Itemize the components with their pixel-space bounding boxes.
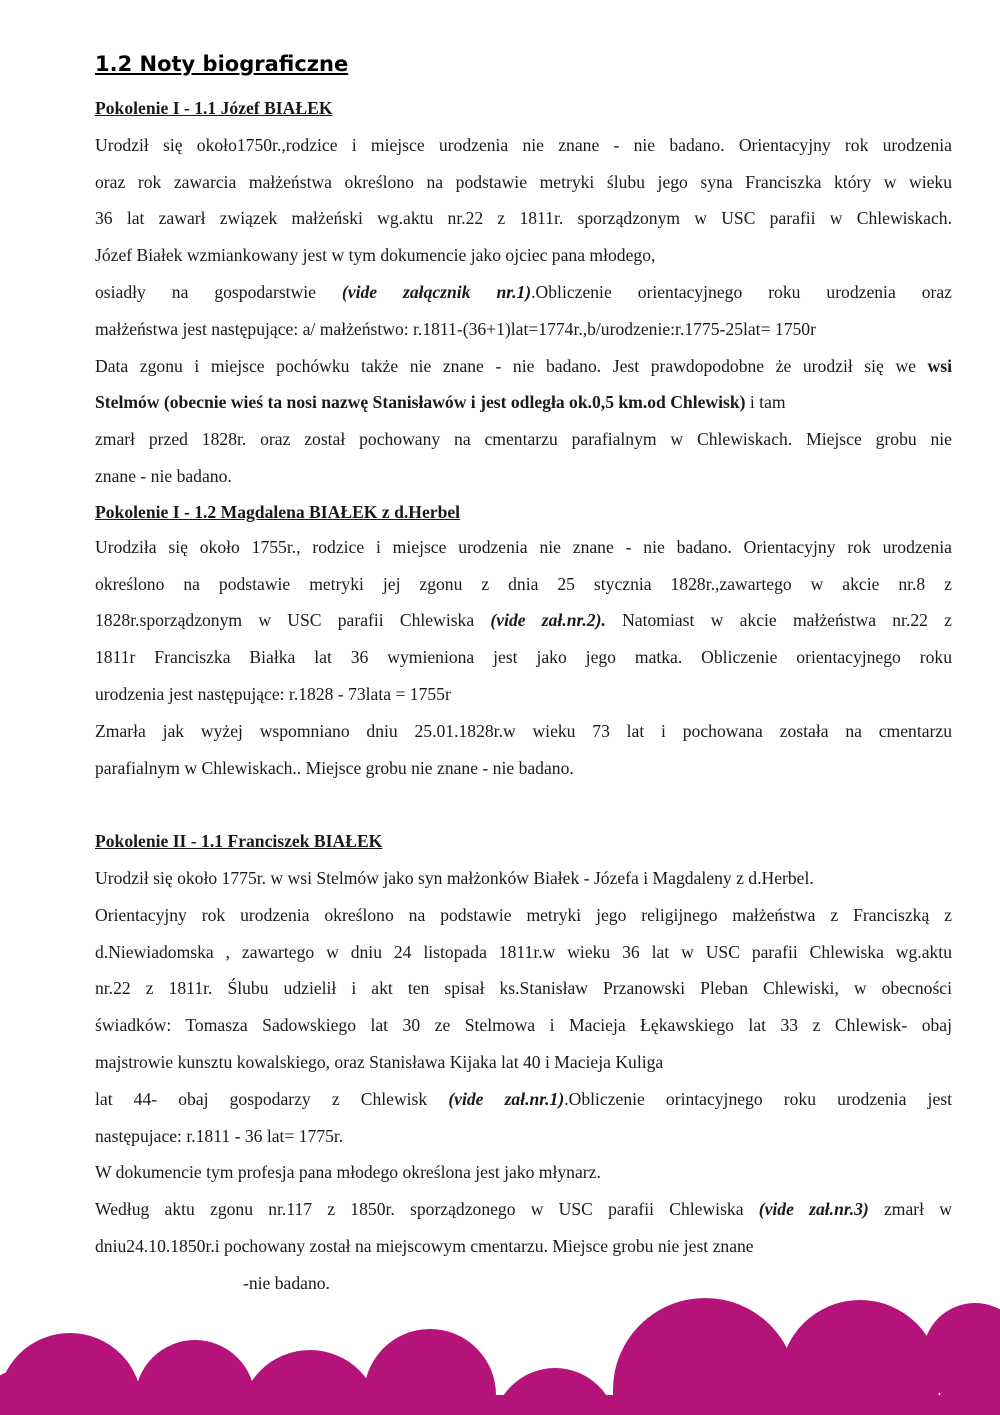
annex-reference: (vide załącznik nr.1) (341, 281, 532, 302)
paragraph-line: Data zgonu i miejsce pochówku także nie znane - nie badano. Jest prawdopodobne że urodził się we wsi (95, 355, 952, 376)
cloud-shapes (0, 1298, 1000, 1415)
paragraph-line: 1828r.sporządzonym w USC parafii Chlewiska (vide zał.nr.2). Natomiast w akcie małżeństwa nr.22 z (95, 610, 952, 631)
paragraph-line: lat 44- obaj gospodarzy z Chlewisk (vide zał.nr.1).Obliczenie orintacyjnego roku urodzenia jest (95, 1088, 952, 1109)
paragraph-line: Stelmów (obecnie wieś ta nosi nazwę Stanisławów i jest odległa ok.0,5 km.od Chlewisk) i tam (95, 392, 786, 413)
section-heading: Pokolenie I - 1.1 Józef BIAŁEK (95, 98, 333, 118)
paragraph-line: parafialnym w Chlewiskach.. Miejsce grobu nie znane - nie badano. (95, 757, 574, 778)
annex-reference: (vide zał.nr.3) (758, 1199, 869, 1220)
paragraph-line: majstrowie kunsztu kowalskiego, oraz Stanisława Kijaka lat 40 i Macieja Kuliga (95, 1051, 664, 1072)
paragraph-line: określono na podstawie metryki jej zgonu z dnia 25 stycznia 1828r.,zawartego w akcie nr.8 z (95, 573, 952, 594)
paragraph-line: Orientacyjny rok urodzenia określono na podstawie metryki jego religijnego małżeństwa z Franciszką z (95, 904, 952, 925)
paragraph-line: 1811r Franciszka Białka lat 36 wymieniona jest jako jego matka. Obliczenie orientacyjnego roku (95, 647, 952, 668)
section-heading: Pokolenie II - 1.1 Franciszek BIAŁEK (95, 831, 383, 852)
paragraph-line: Urodził się około1750r.,rodzice i miejsce urodzenia nie znane - nie badano. Orientacyjny rok urodzenia (95, 134, 952, 155)
paragraph-line: zmarł przed 1828r. oraz został pochowany na cmentarzu parafialnym w Chlewiskach. Miejsce grobu nie (95, 429, 952, 450)
paragraph-line: nr.22 z 1811r. Ślubu udzielił i akt ten spisał ks.Stanisław Przanowski Pleban Chlewiski, w obecności (95, 978, 952, 999)
annex-reference: (vide zał.nr.1) (448, 1088, 565, 1109)
emphasis-text: Stelmów (obecnie wieś ta nosi nazwę Stanisławów i jest odległa ok.0,5 km.od Chlewisk) (95, 392, 746, 413)
paragraph-line: małżeństwa jest następujące: a/ małżeństwo: r.1811-(36+1)lat=1774r.,b/urodzenie:r.1775-25lat= 1750r (95, 318, 816, 339)
paragraph-line: W dokumencie tym profesja pana młodego określona jest jako młynarz. (95, 1162, 601, 1183)
paragraph-line: 36 lat zawarł związek małżeński wg.aktu nr.22 z 1811r. sporządzonym w USC parafii w Chlewiskach. (95, 208, 952, 229)
paragraph-line: Według aktu zgonu nr.117 z 1850r. sporządzonego w USC parafii Chlewiska (vide zał.nr.3) zmarł w (95, 1199, 952, 1220)
paragraph-line: oraz rok zawarcia małżeństwa określono na podstawie metryki ślubu jego syna Franciszka który w wieku (95, 171, 952, 192)
section-heading: Pokolenie I - 1.2 Magdalena BIAŁEK z d.Herbel (95, 501, 461, 522)
paragraph-line: Urodził się około 1775r. w wsi Stelmów jako syn małżonków Białek - Józefa i Magdaleny z d.Herbel. (95, 867, 814, 888)
paragraph-line: urodzenia jest następujące: r.1828 - 73lata = 1755r (95, 683, 451, 704)
paragraph-line: Józef Białek wzmiankowany jest w tym dokumencie jako ojciec pana młodego, (95, 245, 656, 266)
document-body (95, 90, 952, 1302)
paragraph-line: Zmarła jak wyżej wspomniano dniu 25.01.1828r.w wieku 73 lat i pochowana została na cmentarzu (95, 720, 952, 741)
annex-reference: (vide zał.nr.2). (490, 610, 606, 631)
paragraph-line: znane - nie badano. (95, 465, 232, 486)
paragraph-line: d.Niewiadomska , zawartego w dniu 24 listopada 1811r.w wieku 36 lat w USC parafii Chlewiska wg.aktu (95, 941, 952, 962)
paragraph-line: dniu24.10.1850r.i pochowany został na miejscowym cmentarzu. Miejsce grobu nie jest znane (95, 1235, 754, 1256)
paragraph-line: Urodziła się około 1755r., rodzice i miejsce urodzenia nie znane - nie badano. Orientacyjny rok urodzenia (95, 536, 952, 557)
paragraph-line: osiadły na gospodarstwie (vide załącznik nr.1).Obliczenie orientacyjnego roku urodzenia oraz (95, 281, 952, 302)
page-title: 1.2 Noty biograficzne (95, 52, 349, 76)
emphasis-text: wsi (927, 355, 952, 376)
paragraph-line: świadków: Tomasza Sadowskiego lat 30 ze Stelmowa i Macieja Łękawskiego lat 33 z Chlewisk- obaj (95, 1015, 952, 1036)
cloud-decoration (0, 1280, 1000, 1415)
paragraph-line: następujace: r.1811 - 36 lat= 1775r. (95, 1125, 344, 1146)
paragraph-line: -nie badano. (243, 1272, 330, 1293)
blank-line (95, 786, 952, 823)
